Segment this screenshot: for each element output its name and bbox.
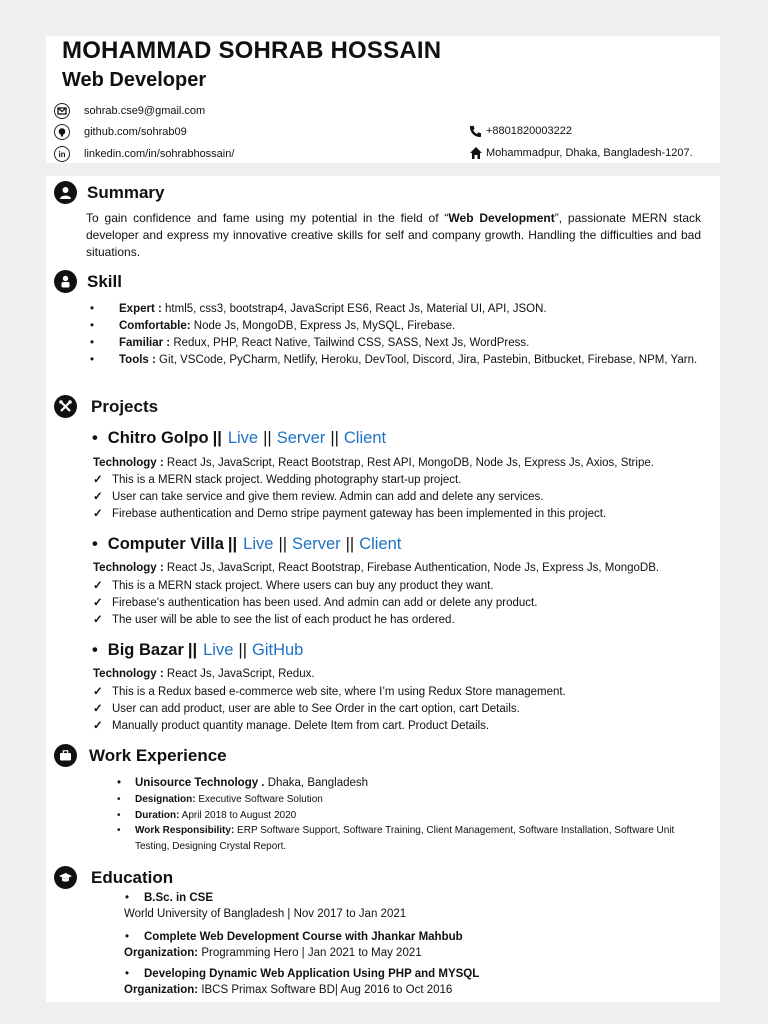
skill-label: Comfortable: — [119, 320, 191, 332]
summary-text-1: To gain confidence and fame using my potential in the field of “ — [86, 211, 449, 225]
skill-value: Git, VSCode, PyCharm, Netlify, Heroku, DevTool, Discord, Jira, Pastebin, Bitbucket, Firebase, NPM, Yarn. — [155, 354, 698, 366]
project-bullet: • — [92, 429, 98, 447]
skill-value: Node Js, MongoDB, Express Js, MySQL, Firebase. — [190, 320, 456, 332]
project-computer-villa-title — [92, 535, 401, 554]
separator: || — [227, 535, 238, 553]
separator: || — [263, 429, 272, 447]
project-points — [93, 684, 713, 735]
tech-value: React Js, JavaScript, React Bootstrap, Firebase Authentication, Node Js, Express Js, MongoDB. — [163, 562, 660, 574]
responsibility-label: Work Responsibility: — [135, 825, 235, 836]
separator: || — [330, 429, 339, 447]
company-location: Dhaka, Bangladesh — [264, 777, 369, 789]
duration-value: April 2018 to August 2020 — [179, 809, 297, 821]
work-title: Work Experience — [89, 745, 227, 765]
education-item — [124, 890, 704, 922]
education-detail — [124, 945, 704, 961]
education-detail-value: Programming Hero | Jan 2021 to May 2021 — [198, 947, 422, 959]
skill-item-familiar — [86, 335, 706, 352]
project-bullet: • — [92, 535, 98, 553]
projects-title: Projects — [91, 396, 159, 416]
work-responsibility — [116, 823, 706, 854]
linkedin-text: linkedin.com/in/sohrabhossain/ — [84, 148, 235, 160]
project-server-link[interactable]: Server — [276, 429, 326, 447]
work-duration — [116, 808, 706, 824]
tech-value: React Js, JavaScript, Redux. — [163, 668, 315, 680]
address-text: Mohammadpur, Dhaka, Bangladesh-1207. — [486, 147, 693, 159]
project-tech — [93, 562, 717, 574]
summary-text-bold: Web Development — [448, 211, 555, 225]
project-name: Big Bazar — [107, 641, 184, 659]
project-server-link[interactable]: Server — [292, 535, 341, 553]
project-client-link[interactable]: Client — [359, 535, 402, 553]
skill-item-expert — [86, 301, 706, 318]
tech-label: Technology : — [93, 668, 164, 680]
project-point: ✓ This is a MERN stack project. Where users can buy any product they want. — [93, 578, 713, 595]
graduation-cap-icon — [54, 866, 77, 889]
project-live-link[interactable]: Live — [243, 535, 274, 553]
skill-value: html5, css3, bootstrap4, JavaScript ES6, React Js, Material UI, API, JSON. — [161, 303, 547, 315]
person-icon — [54, 270, 77, 293]
skill-list — [86, 301, 706, 369]
separator: || — [187, 641, 198, 659]
linkedin-icon: in — [54, 146, 70, 162]
github-icon — [54, 124, 70, 140]
briefcase-icon — [54, 744, 77, 767]
skill-label: Expert : — [119, 303, 162, 315]
project-github-link[interactable]: GitHub — [251, 641, 304, 659]
project-point: ✓ The user will be able to see the list of each product he has ordered. — [93, 612, 713, 629]
education-detail — [124, 906, 704, 922]
project-point: ✓ This is a Redux based e-commerce web site, where I’m using Redux Store management. — [93, 684, 713, 701]
project-point: ✓ This is a MERN stack project. Wedding photography start-up project. — [93, 472, 713, 489]
skill-value: Redux, PHP, React Native, Tailwind CSS, SASS, Next Js, WordPress. — [170, 337, 530, 349]
project-bullet: • — [92, 641, 98, 659]
work-designation — [116, 792, 706, 808]
project-points — [93, 578, 713, 629]
responsibility-value: ERP Software Support, Software Training, Client Management, Software Installation, Software Unit Testing, Designing Crystal Report. — [135, 825, 675, 852]
summary-heading — [54, 181, 164, 204]
skill-title: Skill — [87, 271, 122, 291]
education-detail — [124, 982, 704, 998]
education-detail-value: World University of Bangladesh | Nov 2017 to Jan 2021 — [124, 908, 407, 920]
tools-icon — [54, 395, 77, 418]
education-title: Education — [91, 867, 174, 887]
phone-text: +8801820003222 — [486, 125, 572, 137]
skill-label: Tools : — [119, 354, 156, 366]
project-points — [93, 472, 713, 523]
skill-item-comfortable — [86, 318, 706, 335]
education-detail-label: Organization: — [124, 984, 199, 996]
project-name: Chitro Golpo — [107, 429, 209, 447]
project-big-bazar-title — [92, 641, 303, 660]
tech-value: React Js, JavaScript, React Bootstrap, Rest API, MongoDB, Node Js, Express Js, Axios, Stripe. — [163, 457, 654, 469]
work-company — [116, 774, 706, 792]
project-point: ✓ User can take service and give them review. Admin can add and delete any services. — [93, 489, 713, 506]
separator: || — [278, 535, 288, 553]
project-name: Computer Villa — [107, 535, 224, 553]
candidate-name: MOHAMMAD SOHRAB HOSSAIN — [62, 37, 442, 64]
separator: || — [238, 641, 247, 659]
skill-heading — [54, 270, 122, 293]
education-degree: • Developing Dynamic Web Application Using PHP and MYSQL — [124, 966, 704, 982]
designation-label: Designation: — [135, 794, 196, 805]
work-list — [116, 774, 706, 854]
project-point: ✓ Firebase authentication and Demo stripe payment gateway has been implemented in this project. — [93, 506, 713, 523]
project-live-link[interactable]: Live — [203, 641, 234, 659]
education-degree: • Complete Web Development Course with Jhankar Mahbub — [124, 929, 704, 945]
summary-text — [86, 210, 701, 261]
project-point: ✓ Manually product quantity manage. Delete Item from cart. Product Details. — [93, 718, 713, 735]
contact-linkedin[interactable] — [54, 146, 234, 162]
projects-heading — [54, 395, 158, 418]
education-detail-label: Organization: — [124, 947, 199, 959]
summary-title: Summary — [87, 182, 165, 202]
work-heading — [54, 744, 227, 767]
project-chitro-golpo-title — [92, 429, 386, 448]
project-tech — [93, 457, 713, 469]
education-detail-value: IBCS Primax Software BD| Aug 2016 to Oct 2016 — [198, 984, 453, 996]
user-icon — [54, 181, 77, 204]
contact-address — [468, 146, 693, 160]
education-heading — [54, 866, 173, 889]
tech-label: Technology : — [93, 457, 164, 469]
project-client-link[interactable]: Client — [343, 429, 387, 447]
duration-label: Duration: — [135, 809, 180, 821]
company-name: Unisource Technology . — [135, 777, 265, 789]
summary-text-2: ”, passionate MERN stack developer and express my innovative creative skills for self and company growth. Handling the difficulties and bad situations. — [86, 211, 701, 259]
project-point: ✓ User can add product, user are able to See Order in the cart option, cart Details. — [93, 701, 713, 718]
phone-icon — [468, 124, 483, 138]
tech-label: Technology : — [93, 562, 164, 574]
contact-github[interactable] — [54, 124, 187, 140]
candidate-role: Web Developer — [62, 69, 207, 91]
designation-value: Executive Software Solution — [195, 794, 323, 805]
github-text: github.com/sohrab09 — [84, 126, 187, 138]
separator: || — [212, 429, 222, 447]
project-live-link[interactable]: Live — [227, 429, 259, 447]
education-item — [124, 929, 704, 961]
contact-phone[interactable] — [468, 124, 572, 138]
email-icon — [54, 103, 70, 119]
project-tech — [93, 668, 713, 680]
home-icon — [468, 146, 483, 160]
skill-label: Familiar : — [119, 337, 171, 349]
contact-email[interactable] — [54, 103, 205, 119]
education-degree: • B.Sc. in CSE — [124, 890, 704, 906]
education-item — [124, 966, 704, 998]
skill-item-tools — [86, 352, 706, 369]
separator: || — [345, 535, 355, 553]
project-point: ✓ Firebase's authentication has been used. And admin can add or delete any product. — [93, 595, 713, 612]
email-text: sohrab.cse9@gmail.com — [84, 105, 206, 117]
